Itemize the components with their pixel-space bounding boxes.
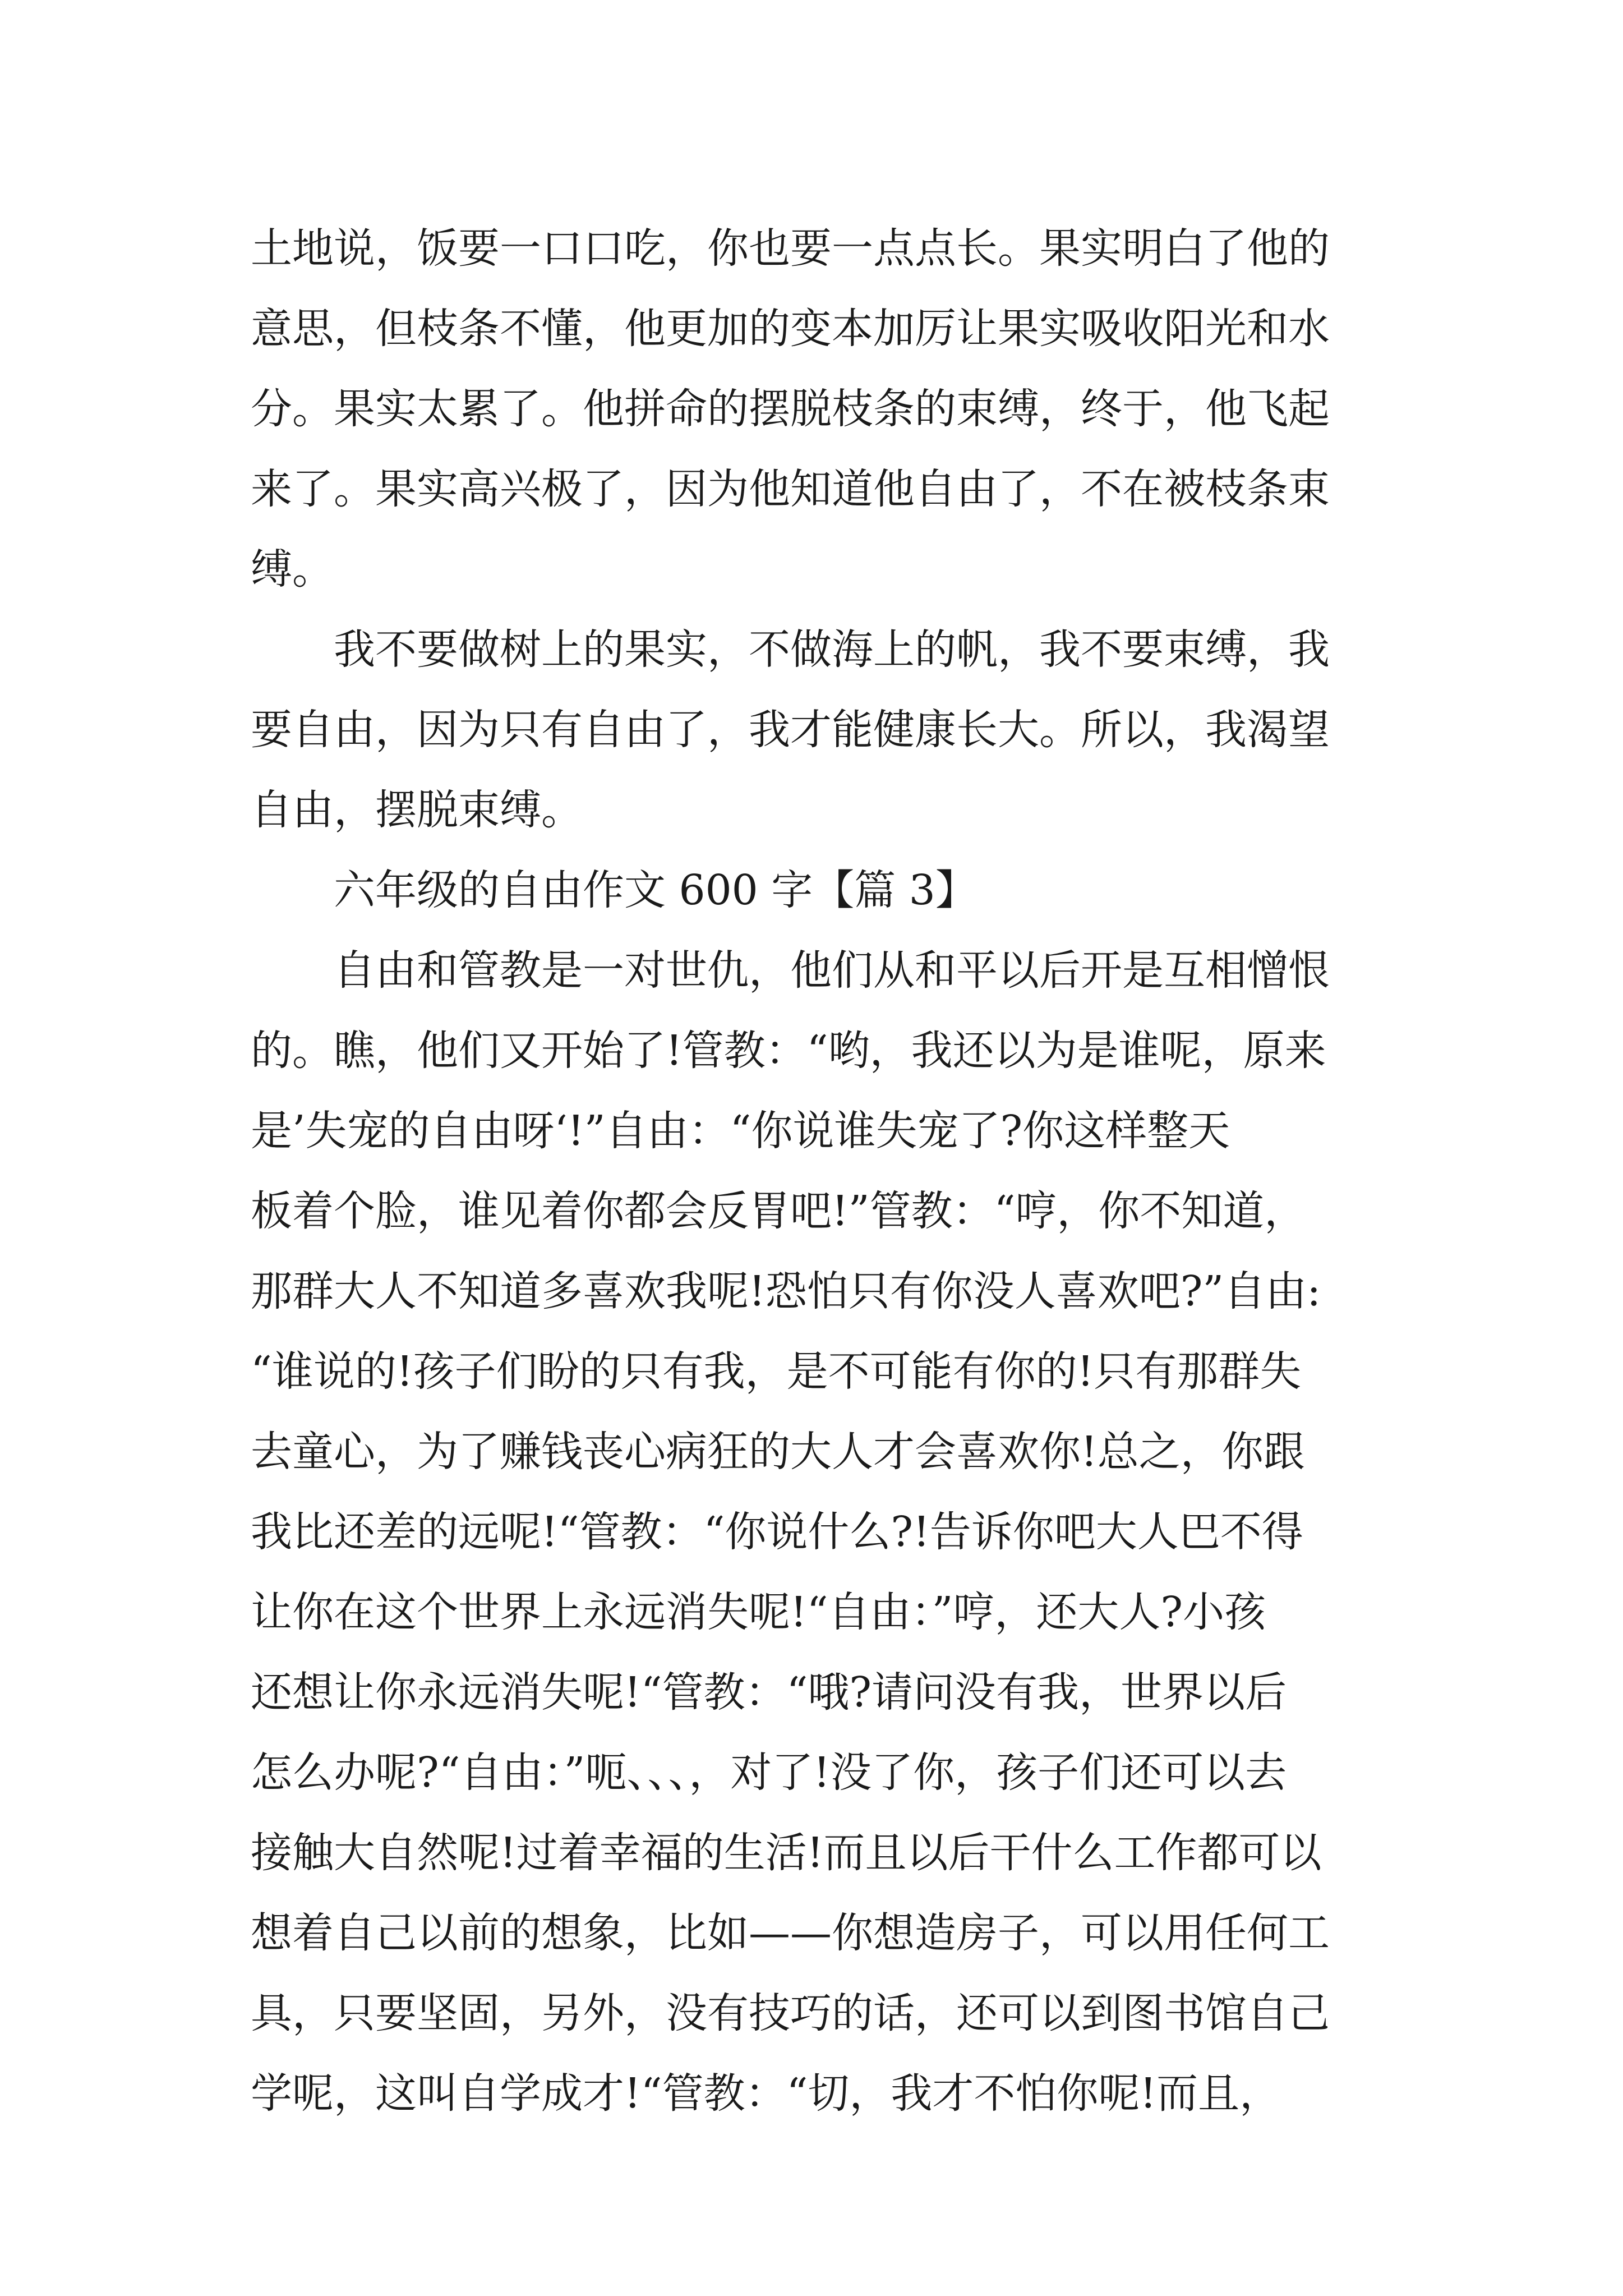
text-line: 的。瞧，他们又开始了!管教：“哟，我还以为是谁呢，原来 <box>251 1027 1326 1075</box>
text-line: 是’失宠的自由呀‘!”自由：“你说谁失宠了?你这样整天 <box>251 1107 1230 1155</box>
text-line: 分。果实太累了。他拼命的摆脱枝条的束缚，终于，他飞起 <box>251 385 1330 433</box>
text-line: 接触大自然呢!过着幸福的生活!而且以后干什么工作都可以 <box>251 1829 1322 1877</box>
text-line: 具，只要坚固，另外，没有技巧的话，还可以到图书馆自己 <box>251 1989 1330 2037</box>
text-line: 怎么办呢?“自由：”呃、、、，对了!没了你，孩子们还可以去 <box>251 1749 1287 1797</box>
text-line: 学呢，这叫自学成才!“管教：“切，我才不怕你呢!而且， <box>251 2069 1281 2118</box>
text-line: 想着自己以前的想象，比如——你想造房子，可以用任何工 <box>251 1909 1330 1957</box>
text-line: 自由，摆脱束缚。 <box>251 786 583 834</box>
text-line: 自由和管教是一对世仇，他们从和平以后开是互相憎恨 <box>334 946 1330 995</box>
text-line: 意思，但枝条不懂，他更加的变本加厉让果实吸收阳光和水 <box>251 305 1330 353</box>
text-line: 还想让你永远消失呢!“管教：“哦?请问没有我，世界以后 <box>251 1668 1287 1717</box>
text-line: 六年级的自由作文 600 字【篇 3】 <box>334 866 977 914</box>
text-line: 我不要做树上的果实，不做海上的帆，我不要束缚，我 <box>334 625 1330 674</box>
text-line: “谁说的!孩子们盼的只有我，是不可能有你的!只有那群失 <box>251 1347 1302 1396</box>
text-line: 让你在这个世界上永远消失呢!“自由：”哼，还大人?小孩 <box>251 1588 1266 1636</box>
text-line: 那群大人不知道多喜欢我呢!恐怕只有你没人喜欢吧?”自由: <box>251 1267 1321 1315</box>
text-line: 去童心，为了赚钱丧心病狂的大人才会喜欢你!总之，你跟 <box>251 1428 1305 1476</box>
body-text <box>251 209 1378 2134</box>
text-line: 要自由，因为只有自由了，我才能健康长大。所以，我渴望 <box>251 706 1330 754</box>
text-line: 我比还差的远呢!“管教：“你说什么?!告诉你吧大人巴不得 <box>251 1508 1303 1556</box>
text-line: 土地说，饭要一口口吃，你也要一点点长。果实明白了他的 <box>251 224 1330 273</box>
text-line: 板着个脸，谁见着你都会反胃吧!”管教：“哼，你不知道， <box>251 1187 1306 1235</box>
text-line: 缚。 <box>251 545 334 593</box>
text-line: 来了。果实高兴极了，因为他知道他自由了，不在被枝条束 <box>251 465 1330 513</box>
